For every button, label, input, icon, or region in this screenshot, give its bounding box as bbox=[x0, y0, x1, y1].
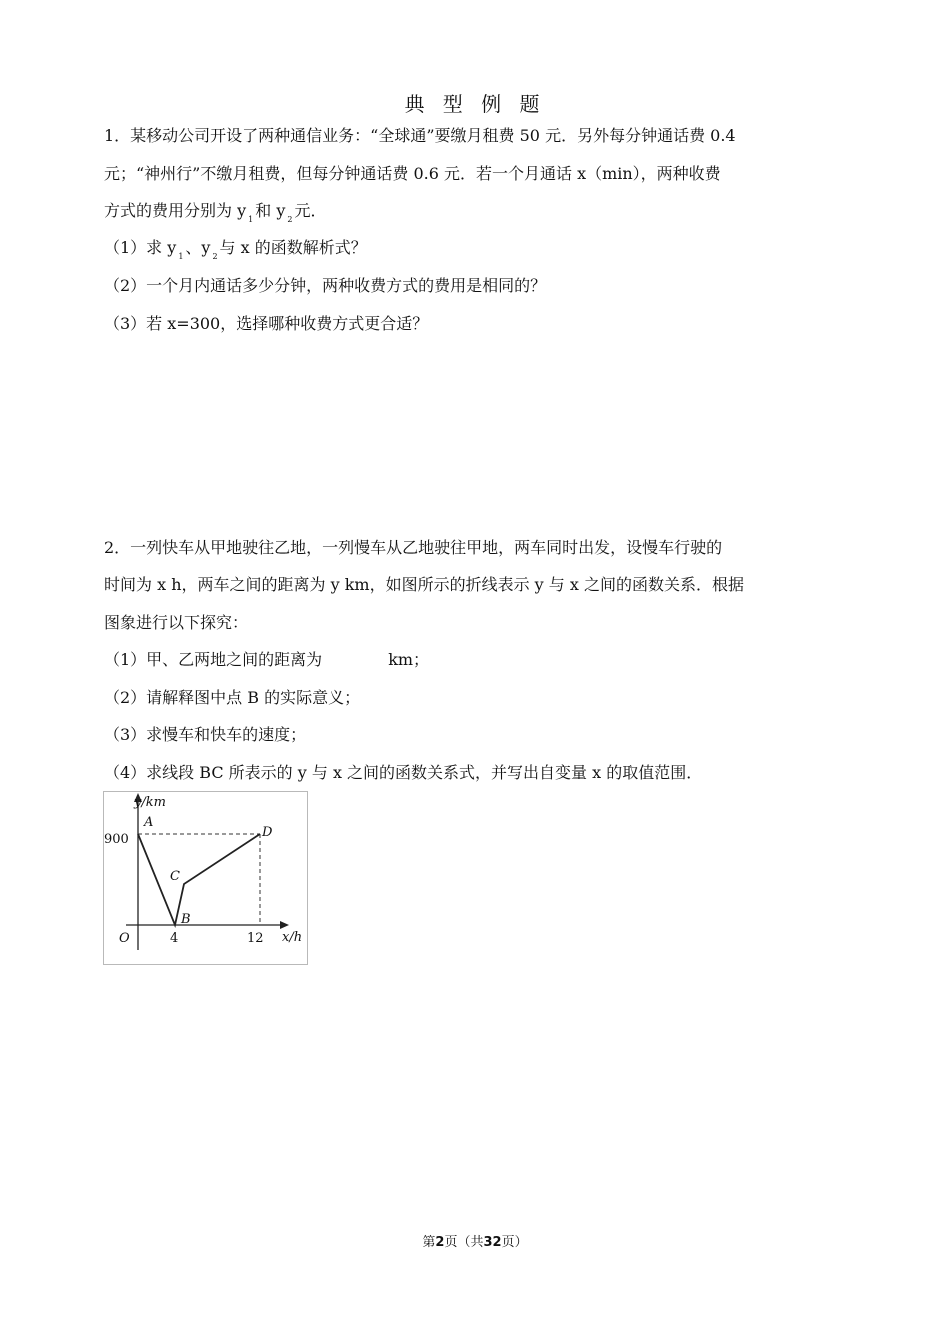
subscript-1: 1 bbox=[248, 215, 254, 224]
footer-pre: 第 bbox=[422, 1235, 436, 1250]
origin-label: O bbox=[119, 931, 130, 946]
x-tick-label-4: 4 bbox=[170, 931, 179, 946]
problem2-line2: 时间为 x h，两车之间的距离为 y km，如图所示的折线表示 y 与 x 之间的函数关系．根据 bbox=[104, 575, 744, 594]
point-label-d: D bbox=[262, 825, 273, 840]
problem1-question-1 bbox=[104, 236, 367, 269]
problem2-question-4: （4）求线段 BC 所表示的 y 与 x 之间的函数关系式，并写出自变量 x 的取值范围． bbox=[104, 763, 703, 782]
page-footer bbox=[0, 1231, 950, 1250]
problem2-question-1 bbox=[104, 648, 429, 672]
footer-page-number: 2 bbox=[435, 1235, 445, 1250]
footer-total-pages: 32 bbox=[483, 1235, 502, 1250]
graph-svg bbox=[104, 792, 307, 964]
problem1-question-2: （2）一个月内通话多少分钟，两种收费方式的费用是相同的？ bbox=[104, 276, 547, 295]
problem2-question-3: （3）求慢车和快车的速度； bbox=[104, 725, 307, 744]
point-label-a: A bbox=[144, 815, 154, 830]
problem2-q1-post: km； bbox=[388, 650, 430, 669]
problem2-line3: 图象进行以下探究： bbox=[104, 613, 249, 632]
problem1-line2: 元；“神州行”不缴月租费，但每分钟通话费 0.6 元．若一个月通话 x（min），两种收费 bbox=[104, 164, 721, 183]
y-axis-label: y/km bbox=[134, 795, 166, 810]
problem2-question-2: （2）请解释图中点 B 的实际意义； bbox=[104, 688, 361, 707]
problem1-q1-pre: （1）求 y bbox=[104, 238, 177, 257]
subscript-2: 2 bbox=[287, 215, 293, 224]
distance-time-graph bbox=[103, 791, 308, 965]
x-axis-arrow bbox=[280, 921, 289, 929]
problem1-line3-post: 元． bbox=[294, 201, 327, 220]
problem1-line1: 1．某移动公司开设了两种通信业务：“全球通”要缴月租费 50 元．另外每分钟通话费 0.4 bbox=[104, 126, 736, 145]
problem1-q1-mid: 、y bbox=[185, 238, 211, 257]
point-label-b: B bbox=[181, 912, 191, 927]
page-title: 典 型 例 题 bbox=[404, 92, 546, 116]
subscript-1: 1 bbox=[178, 252, 184, 261]
problem2-line1: 2．一列快车从甲地驶往乙地，一列慢车从乙地驶往甲地，两车同时出发，设慢车行驶的 bbox=[104, 538, 723, 557]
problem1-question-3: （3）若 x=300，选择哪种收费方式更合适？ bbox=[104, 314, 429, 333]
point-label-c: C bbox=[170, 869, 180, 884]
problem1-q1-post: 与 x 的函数解析式？ bbox=[219, 238, 367, 257]
problem2-q1-pre: （1）甲、乙两地之间的距离为 bbox=[104, 650, 323, 669]
footer-mid: 页（共 bbox=[444, 1235, 484, 1250]
y-tick-label: 900 bbox=[104, 832, 129, 847]
x-tick-label-12: 12 bbox=[247, 931, 264, 946]
problem1-line3 bbox=[104, 199, 326, 232]
subscript-2: 2 bbox=[212, 252, 218, 261]
footer-post: 页） bbox=[501, 1235, 528, 1250]
problem1-line3-pre: 方式的费用分别为 y bbox=[104, 201, 247, 220]
x-axis-label: x/h bbox=[282, 930, 303, 945]
problem1-line3-mid: 和 y bbox=[255, 201, 286, 220]
graph-polyline bbox=[138, 834, 260, 925]
